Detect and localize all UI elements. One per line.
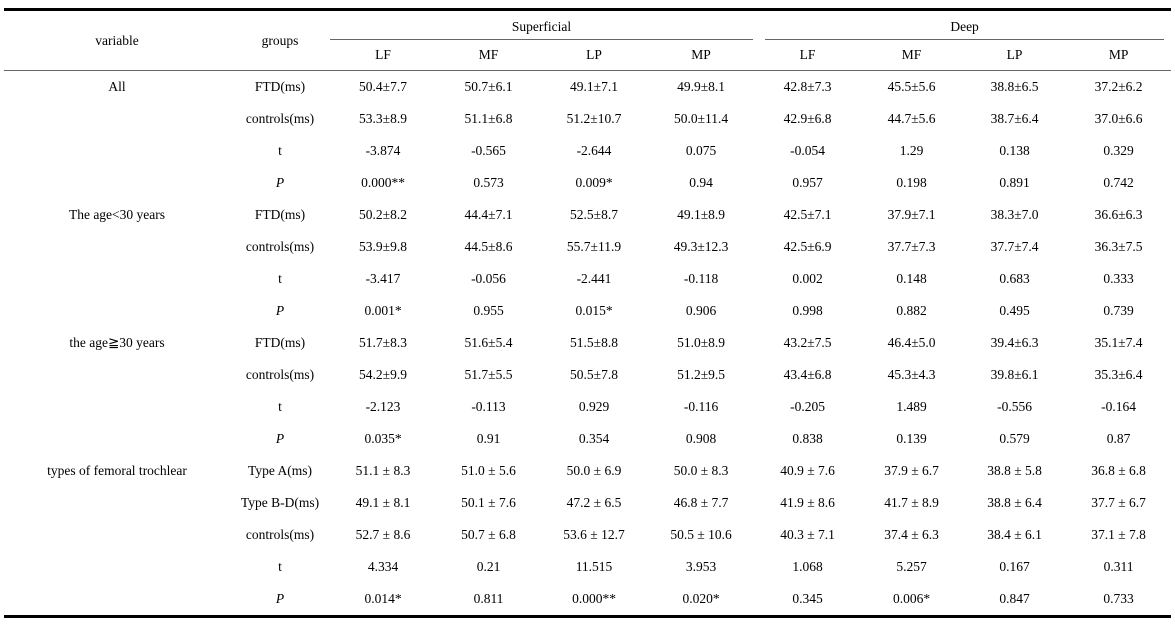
cell-value: 0.87: [1106, 431, 1131, 446]
cell-value: 0.009*: [575, 175, 613, 190]
cell-value: 53.3±8.9: [359, 111, 407, 126]
row-group-label: t: [278, 143, 282, 158]
row-group-label: controls(ms): [245, 239, 315, 254]
cell-value: 0.139: [896, 431, 927, 446]
cell-value: 49.1±8.9: [677, 207, 725, 222]
cell-value: -3.874: [365, 143, 401, 158]
cell-value: -0.118: [683, 271, 719, 286]
cell-value: -2.644: [576, 143, 612, 158]
cell-value: 43.2±7.5: [783, 335, 832, 350]
column-group-superficial: [330, 10, 755, 41]
cell-value: 52.7 ± 8.6: [355, 527, 411, 542]
cell-value: 35.3±6.4: [1094, 367, 1143, 382]
cell-value: 35.1±7.4: [1094, 335, 1143, 350]
cell-value: 50.5 ± 10.6: [670, 527, 732, 542]
cell-value: 42.8±7.3: [783, 79, 832, 94]
cell-value: 3.953: [685, 559, 717, 574]
row-group-label: controls(ms): [245, 527, 315, 542]
cell-value: 0.333: [1103, 271, 1134, 286]
cell-value: 50.1 ± 7.6: [461, 495, 516, 510]
cell-value: 1.068: [792, 559, 823, 574]
cell-value: 0.002: [792, 271, 823, 286]
cell-value: 50.7 ± 6.8: [461, 527, 516, 542]
cell-value: 0.908: [685, 431, 717, 446]
cell-value: 41.9 ± 8.6: [780, 495, 835, 510]
cell-value: -0.056: [471, 271, 506, 286]
cell-value: 1.29: [899, 143, 924, 158]
row-group-label: P: [275, 591, 285, 606]
cell-value: 46.8 ± 7.7: [673, 495, 729, 510]
cell-value: 0.020*: [682, 591, 720, 606]
section-variable-label: types of femoral trochlear: [47, 463, 187, 478]
cell-value: 5.257: [896, 559, 927, 574]
column-header-deep-mp: MP: [1066, 40, 1171, 71]
cell-value: 0.906: [685, 303, 717, 318]
cell-value: 50.2±8.2: [359, 207, 407, 222]
cell-value: 50.0±11.4: [673, 111, 729, 126]
cell-value: 38.4 ± 6.1: [987, 527, 1042, 542]
cell-value: 40.3 ± 7.1: [780, 527, 835, 542]
cell-value: 0.91: [476, 431, 501, 446]
section-variable-label: The age<30 years: [68, 207, 166, 222]
cell-value: 36.8 ± 6.8: [1091, 463, 1146, 478]
cell-value: 51.0±8.9: [677, 335, 725, 350]
section-variable-label: the age≧30 years: [69, 335, 165, 350]
cell-value: 36.3±7.5: [1094, 239, 1143, 254]
column-group-deep-label: Deep: [765, 14, 1164, 40]
cell-value: 0.882: [896, 303, 927, 318]
cell-value: 37.0±6.6: [1094, 111, 1143, 126]
cell-value: 42.9±6.8: [783, 111, 832, 126]
row-group-label: P: [275, 303, 285, 318]
cell-value: 0.495: [999, 303, 1030, 318]
cell-value: 4.334: [367, 559, 399, 574]
cell-value: 0.891: [999, 175, 1030, 190]
cell-value: 51.1 ± 8.3: [355, 463, 411, 478]
cell-value: -0.113: [471, 399, 506, 414]
cell-value: 0.955: [473, 303, 504, 318]
row-group-label: P: [275, 175, 285, 190]
cell-value: 0.167: [999, 559, 1030, 574]
column-group-superficial-label: Superficial: [330, 14, 753, 40]
statistics-table: [4, 8, 1171, 618]
table-row: [4, 327, 1171, 359]
cell-value: 0.21: [476, 559, 501, 574]
cell-value: 36.6±6.3: [1094, 207, 1143, 222]
section-variable-label: All: [108, 79, 126, 94]
cell-value: 0.579: [999, 431, 1030, 446]
cell-value: 0.94: [689, 175, 713, 190]
cell-value: 51.7±5.5: [464, 367, 513, 382]
cell-value: -0.116: [683, 399, 719, 414]
row-group-label: t: [278, 399, 282, 414]
cell-value: 0.329: [1103, 143, 1134, 158]
cell-value: 53.6 ± 12.7: [563, 527, 625, 542]
cell-value: 0.006*: [892, 591, 931, 606]
row-group-label: controls(ms): [245, 367, 315, 382]
cell-value: 37.1 ± 7.8: [1091, 527, 1146, 542]
cell-value: 37.7±7.4: [990, 239, 1039, 254]
row-group-label: t: [278, 559, 282, 574]
cell-value: 0.683: [999, 271, 1030, 286]
column-header-superficial-lf: LF: [330, 40, 436, 71]
cell-value: 37.4 ± 6.3: [884, 527, 939, 542]
cell-value: 0.014*: [364, 591, 402, 606]
cell-value: 0.573: [473, 175, 504, 190]
cell-value: 50.0 ± 8.3: [673, 463, 729, 478]
cell-value: 41.7 ± 8.9: [884, 495, 939, 510]
cell-value: 51.1±6.8: [464, 111, 513, 126]
cell-value: -0.205: [790, 399, 825, 414]
cell-value: 49.1±7.1: [570, 79, 618, 94]
cell-value: 39.4±6.3: [990, 335, 1039, 350]
cell-value: 37.7 ± 6.7: [1091, 495, 1146, 510]
cell-value: 50.7±6.1: [464, 79, 513, 94]
cell-value: 11.515: [575, 559, 613, 574]
cell-value: 38.8±6.5: [990, 79, 1039, 94]
cell-value: -2.441: [576, 271, 612, 286]
column-header-superficial-lp: LP: [541, 40, 647, 71]
cell-value: -0.565: [471, 143, 506, 158]
cell-value: 0.811: [473, 591, 504, 606]
cell-value: 50.5±7.8: [570, 367, 618, 382]
cell-value: 37.2±6.2: [1094, 79, 1143, 94]
cell-value: 0.739: [1103, 303, 1134, 318]
cell-value: 0.742: [1103, 175, 1134, 190]
row-group-label: Type A(ms): [248, 463, 312, 478]
cell-value: 0.148: [896, 271, 927, 286]
column-header-groups: groups: [230, 10, 330, 71]
cell-value: -2.123: [365, 399, 401, 414]
cell-value: 54.2±9.9: [359, 367, 407, 382]
cell-value: 0.311: [1103, 559, 1134, 574]
cell-value: 0.075: [685, 143, 717, 158]
header-row-spanners: [4, 10, 1171, 41]
cell-value: 39.8±6.1: [990, 367, 1039, 382]
cell-value: 0.000**: [361, 175, 405, 190]
cell-value: 38.3±7.0: [990, 207, 1039, 222]
cell-value: 45.3±4.3: [887, 367, 936, 382]
cell-value: 51.7±8.3: [359, 335, 407, 350]
row-group-label: FTD(ms): [254, 207, 306, 222]
cell-value: 0.198: [896, 175, 927, 190]
cell-value: 0.998: [792, 303, 823, 318]
cell-value: 0.733: [1103, 591, 1134, 606]
cell-value: 0.838: [792, 431, 823, 446]
cell-value: 47.2 ± 6.5: [566, 495, 622, 510]
cell-value: 0.035*: [364, 431, 402, 446]
cell-value: 44.4±7.1: [464, 207, 513, 222]
cell-value: 0.015*: [575, 303, 613, 318]
cell-value: 0.957: [792, 175, 823, 190]
cell-value: 50.4±7.7: [359, 79, 407, 94]
cell-value: 49.1 ± 8.1: [355, 495, 411, 510]
row-group-label: FTD(ms): [254, 335, 306, 350]
cell-value: 37.9 ± 6.7: [884, 463, 939, 478]
cell-value: 51.6±5.4: [464, 335, 513, 350]
column-header-deep-lf: LF: [755, 40, 860, 71]
cell-value: 0.354: [578, 431, 610, 446]
cell-value: 55.7±11.9: [566, 239, 622, 254]
row-group-label: controls(ms): [245, 111, 315, 126]
column-header-deep-mf: MF: [860, 40, 963, 71]
table-header: [4, 10, 1171, 71]
cell-value: -0.054: [790, 143, 825, 158]
cell-value: 43.4±6.8: [783, 367, 832, 382]
cell-value: 37.7±7.3: [887, 239, 936, 254]
cell-value: 37.9±7.1: [887, 207, 936, 222]
cell-value: 38.7±6.4: [990, 111, 1039, 126]
cell-value: 51.0 ± 5.6: [461, 463, 516, 478]
table-row: [4, 455, 1171, 487]
cell-value: 53.9±9.8: [359, 239, 407, 254]
cell-value: 51.5±8.8: [570, 335, 618, 350]
table-row: [4, 71, 1171, 104]
cell-value: 51.2±9.5: [677, 367, 725, 382]
cell-value: 49.9±8.1: [677, 79, 725, 94]
table-row: [4, 199, 1171, 231]
row-group-label: Type B-D(ms): [240, 495, 320, 510]
cell-value: 0.929: [578, 399, 610, 414]
cell-value: 50.0 ± 6.9: [566, 463, 622, 478]
cell-value: 0.345: [792, 591, 823, 606]
row-group-label: t: [278, 271, 282, 286]
column-header-deep-lp: LP: [963, 40, 1066, 71]
column-header-superficial-mf: MF: [436, 40, 541, 71]
cell-value: 0.001*: [364, 303, 402, 318]
table-body: [4, 71, 1171, 617]
cell-value: 52.5±8.7: [570, 207, 618, 222]
cell-value: 1.489: [896, 399, 927, 414]
cell-value: 38.8 ± 6.4: [987, 495, 1042, 510]
cell-value: 0.138: [999, 143, 1030, 158]
cell-value: 45.5±5.6: [887, 79, 936, 94]
cell-value: 42.5±7.1: [783, 207, 832, 222]
row-group-label: P: [275, 431, 285, 446]
cell-value: 0.847: [999, 591, 1030, 606]
cell-value: 42.5±6.9: [783, 239, 832, 254]
cell-value: -3.417: [365, 271, 401, 286]
cell-value: 49.3±12.3: [673, 239, 729, 254]
cell-value: 51.2±10.7: [566, 111, 622, 126]
cell-value: 40.9 ± 7.6: [780, 463, 835, 478]
column-header-superficial-mp: MP: [647, 40, 755, 71]
cell-value: 46.4±5.0: [887, 335, 936, 350]
cell-value: 38.8 ± 5.8: [987, 463, 1042, 478]
cell-value: 0.000**: [572, 591, 616, 606]
column-group-deep: [755, 10, 1171, 41]
cell-value: 44.7±5.6: [887, 111, 936, 126]
cell-value: -0.164: [1101, 399, 1136, 414]
column-header-variable: variable: [4, 10, 230, 71]
row-group-label: FTD(ms): [254, 79, 306, 94]
cell-value: 44.5±8.6: [464, 239, 513, 254]
cell-value: -0.556: [997, 399, 1032, 414]
